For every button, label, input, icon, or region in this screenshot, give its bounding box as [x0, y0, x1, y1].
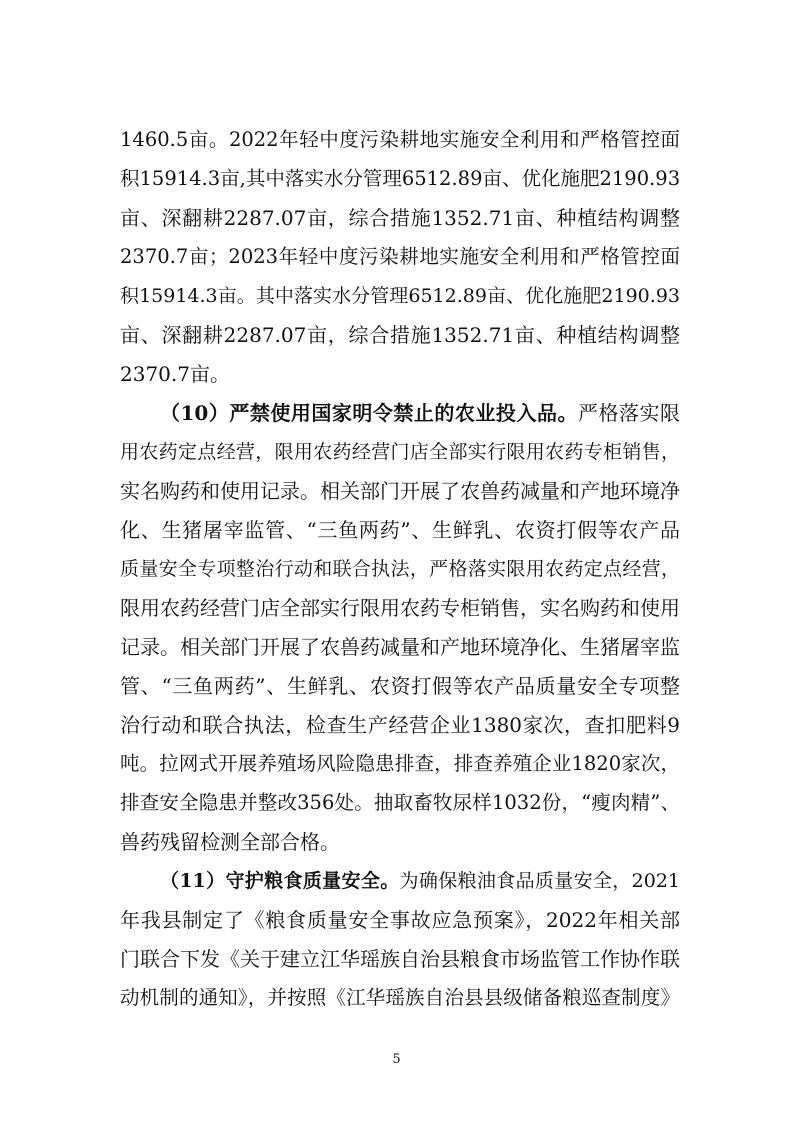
text-run: 为确保粮油食品质量安全，2021 — [399, 870, 680, 892]
section-heading: （11）守护粮食质量安全。 — [160, 870, 400, 892]
text-line: 亩、深翻耕2287.07亩，综合措施1352.71亩、种植结构调整 — [120, 206, 680, 230]
section-10-first-line — [160, 399, 680, 427]
text-line: 积15914.3亩,其中落实水分管理6512.89亩、优化施肥2190.93 — [120, 167, 681, 190]
text-line: 年我县制定了《粮食质量安全事故应急预案》，2022年相关部 — [120, 908, 680, 932]
text-line: 质量安全专项整治行动和联合执法，严格落实限用农药定点经营， — [120, 558, 680, 580]
text-line: 管、“三鱼两药”、生鲜乳、农资打假等农产品质量安全专项整 — [120, 674, 680, 698]
text-line: 动机制的通知》，并按照《江华瑶族自治县县级储备粮巡查制度》 — [120, 986, 680, 1009]
text-line: 兽药残留检测全部合格。 — [120, 830, 340, 854]
text-line: 积15914.3亩。其中落实水分管理6512.89亩、优化施肥2190.93 — [120, 285, 680, 307]
text-line: 实名购药和使用记录。相关部门开展了农兽药减量和产地环境净 — [120, 479, 680, 503]
text-line: 记录。相关部门开展了农兽药减量和产地环境净化、生猪屠宰监 — [120, 635, 680, 659]
text-run: 严格落实限 — [577, 401, 680, 425]
text-line: 限用农药经营门店全部实行限用农药专柜销售，实名购药和使用 — [120, 596, 680, 620]
section-11-first-line — [160, 867, 680, 895]
text-line: 1460.5亩。2022年轻中度污染耕地实施安全利用和严格管控面 — [120, 128, 680, 151]
text-line: 2370.7亩；2023年轻中度污染耕地实施安全利用和严格管控面 — [120, 245, 680, 268]
text-line: 用农药定点经营，限用农药经营门店全部实行限用农药专柜销售， — [120, 441, 680, 463]
text-line: 治行动和联合执法，检查生产经营企业1380家次，查扣肥料9 — [120, 713, 680, 737]
text-line: 门联合下发《关于建立江华瑶族自治县粮食市场监管工作协作联 — [120, 947, 680, 971]
text-line: 吨。拉网式开展养殖场风险隐患排查，排查养殖企业1820家次， — [120, 752, 680, 775]
page-number: 5 — [392, 1052, 401, 1067]
text-line: 排查安全隐患并整改356处。抽取畜牧尿样1032份，“瘦肉精”、 — [120, 791, 680, 814]
section-heading: （10）严禁使用国家明令禁止的农业投入品。 — [160, 401, 578, 425]
text-line: 亩、深翻耕2287.07亩，综合措施1352.71亩、种植结构调整 — [120, 323, 680, 347]
text-line: 化、生猪屠宰监管、“三鱼两药”、生鲜乳、农资打假等农产品 — [120, 518, 680, 542]
text-line: 2370.7亩。 — [120, 362, 230, 386]
